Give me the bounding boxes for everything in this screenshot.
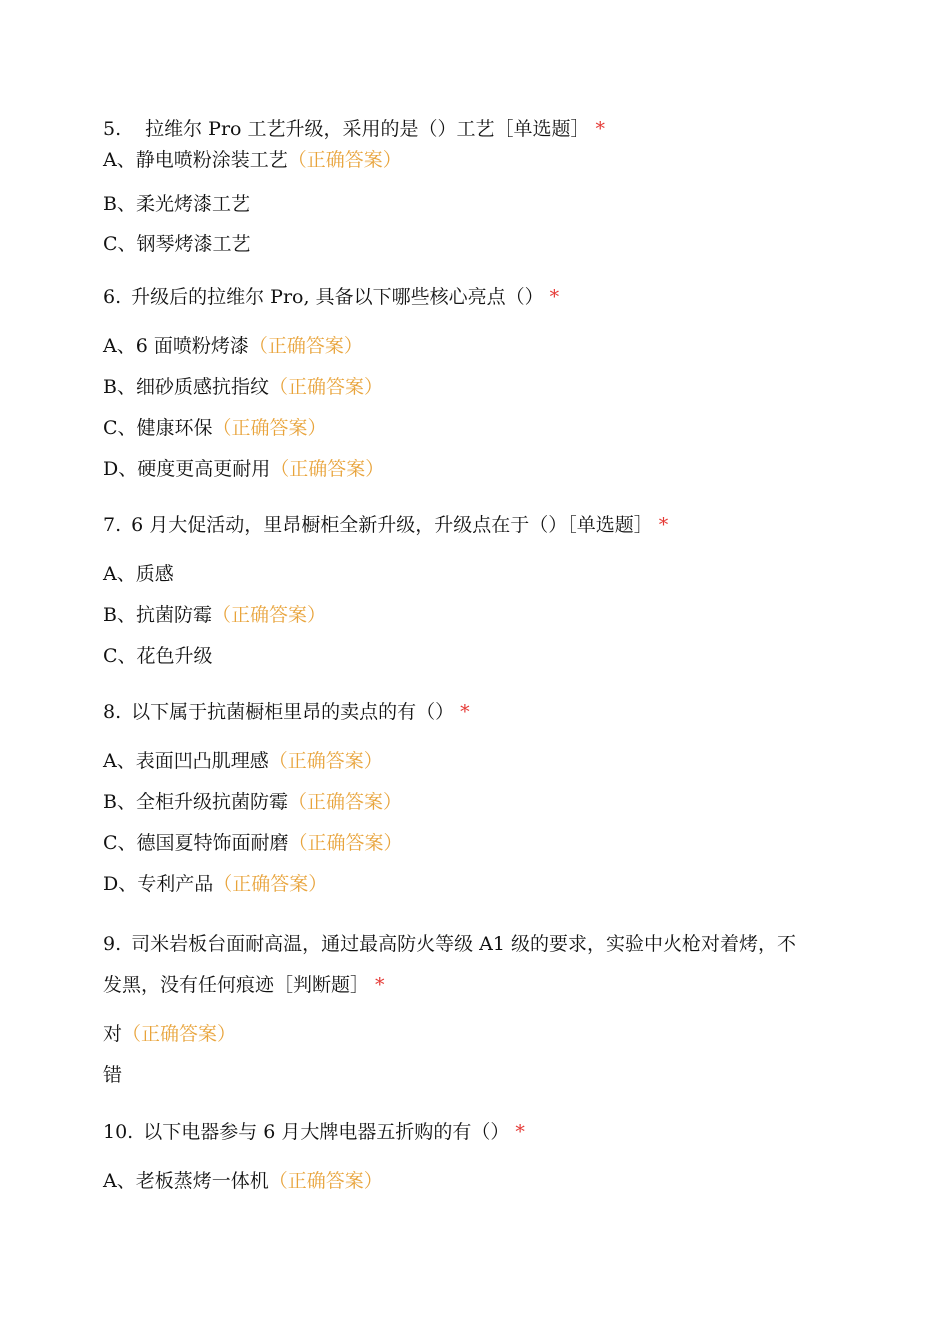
option-label: D、专利产品 (103, 873, 214, 895)
option-q5-a[interactable] (103, 148, 402, 172)
question-number: 7. (103, 514, 122, 536)
required-asterisk: * (460, 701, 470, 723)
question-number: 6. (103, 286, 122, 308)
correct-answer-mark: （正确答案） (287, 791, 402, 813)
correct-answer-mark: （正确答案） (212, 417, 327, 439)
required-asterisk: * (515, 1121, 525, 1143)
option-q7-b[interactable] (103, 603, 326, 627)
correct-answer-mark: （正确答案） (268, 1170, 383, 1192)
required-asterisk: * (549, 286, 560, 308)
question-number: 8. (103, 701, 122, 723)
option-q8-c[interactable] (103, 831, 403, 855)
option-q5-b[interactable] (103, 192, 250, 216)
question-9-title-line1 (103, 932, 796, 956)
option-label: C、花色升级 (103, 645, 213, 667)
correct-answer-mark: （正确答案） (270, 458, 385, 480)
required-asterisk: * (375, 974, 385, 996)
option-q10-a[interactable] (103, 1169, 383, 1193)
question-10-title (103, 1120, 525, 1144)
required-asterisk: * (658, 514, 669, 536)
question-text: 以下电器参与 6 月大牌电器五折购的有（） (143, 1121, 510, 1143)
option-label: D、硬度更高更耐用 (103, 458, 271, 480)
option-label: B、全柜升级抗菌防霉 (103, 791, 288, 813)
question-text: 以下属于抗菌橱柜里昂的卖点的有（） (131, 701, 455, 723)
question-text: 发黑，没有任何痕迹［判断题］ (103, 974, 370, 996)
question-text: 司米岩板台面耐高温，通过最高防火等级 A1 级的要求，实验中火枪对着烤，不 (131, 933, 797, 955)
option-label: C、德国夏特饰面耐磨 (103, 832, 289, 854)
correct-answer-mark: （正确答案） (213, 873, 328, 895)
option-label: C、健康环保 (103, 417, 213, 439)
question-number: 5. (103, 118, 122, 140)
question-text: 拉维尔 Pro 工艺升级，采用的是（）工艺［单选题］ (145, 118, 590, 140)
correct-answer-mark: （正确答案） (122, 1023, 237, 1045)
option-label: A、老板蒸烤一体机 (103, 1170, 269, 1192)
question-9-title-line2 (103, 973, 385, 997)
option-q7-a[interactable] (103, 562, 174, 586)
option-label: A、6 面喷粉烤漆 (103, 335, 249, 357)
option-label: B、抗菌防霉 (103, 604, 212, 626)
option-label: 错 (103, 1064, 123, 1086)
correct-answer-mark: （正确答案） (288, 832, 403, 854)
option-q6-a[interactable] (103, 334, 363, 358)
option-q7-c[interactable] (103, 644, 213, 668)
question-text: 6 月大促活动，里昂橱柜全新升级，升级点在于（）［单选题］ (131, 514, 653, 536)
option-label: B、柔光烤漆工艺 (103, 193, 250, 215)
option-label: C、钢琴烤漆工艺 (103, 233, 251, 255)
option-q5-c[interactable] (103, 232, 251, 256)
correct-answer-mark: （正确答案） (211, 604, 326, 626)
question-number: 9. (103, 933, 122, 955)
option-q6-b[interactable] (103, 375, 383, 399)
option-q8-d[interactable] (103, 872, 327, 896)
correct-answer-mark: （正确答案） (268, 376, 383, 398)
question-number: 10. (103, 1121, 134, 1143)
option-q6-c[interactable] (103, 416, 327, 440)
required-asterisk: * (595, 118, 606, 140)
correct-answer-mark: （正确答案） (287, 149, 402, 171)
option-label: A、静电喷粉涂装工艺 (103, 149, 288, 171)
question-6-title (103, 285, 559, 309)
option-q8-b[interactable] (103, 790, 402, 814)
option-label: 对 (103, 1023, 123, 1045)
option-q9-false[interactable] (103, 1063, 122, 1087)
correct-answer-mark: （正确答案） (268, 750, 383, 772)
option-q9-true[interactable] (103, 1022, 236, 1046)
option-q8-a[interactable] (103, 749, 383, 773)
option-label: A、表面凹凸肌理感 (103, 750, 269, 772)
question-5-title (103, 117, 605, 141)
question-8-title (103, 700, 470, 724)
question-text: 升级后的拉维尔 Pro, 具备以下哪些核心亮点（） (131, 286, 544, 308)
option-label: A、质感 (103, 563, 174, 585)
correct-answer-mark: （正确答案） (248, 335, 363, 357)
option-label: B、细砂质感抗指纹 (103, 376, 269, 398)
question-7-title (103, 513, 668, 537)
option-q6-d[interactable] (103, 457, 384, 481)
